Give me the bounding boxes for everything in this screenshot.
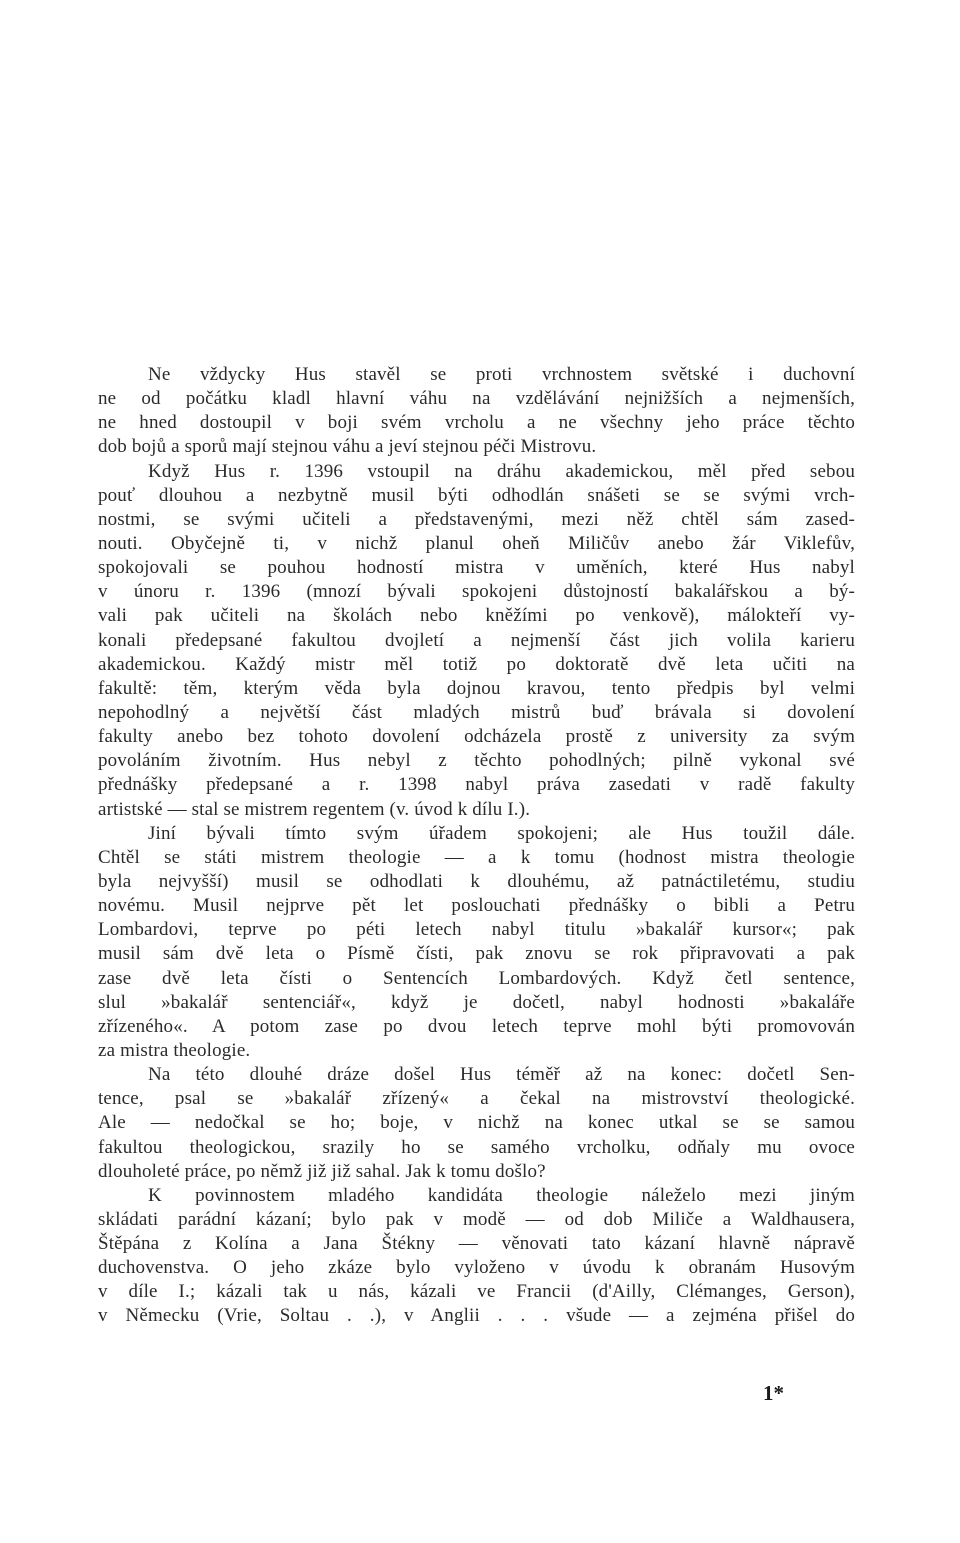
body-text (98, 363, 855, 1329)
text-line: Chtěl se státi mistrem theologie — a k tomu (hodnost mistra theologie (98, 846, 855, 868)
text-line: Štěpána z Kolína a Jana Štékny — věnovati tato kázaní hlavně nápravě (98, 1233, 855, 1255)
text-line: zase dvě leta čísti o Sentencích Lombardových. Když četl sentence, (98, 967, 855, 989)
page-number: 1* (763, 1381, 784, 1405)
text-line: přednášky předepsané a r. 1398 nabyl práva zasedati v radě fakulty (98, 774, 855, 796)
text-line: nouti. Obyčejně ti, v nichž planul oheň Miličův anebo žár Viklefův, (98, 532, 855, 554)
text-line: Jiní bývali tímto svým úřadem spokojeni; ale Hus toužil dále. (148, 822, 855, 844)
text-line: Ne vždycky Hus stavěl se proti vrchnostem světské i duchovní (148, 364, 855, 385)
text-line: fakultou theologickou, srazily ho se samého vrcholku, odňaly mu ovoce (98, 1136, 855, 1158)
text-line: Ale — nedočkal se ho; boje, v nichž na konec utkal se se samou (98, 1112, 855, 1134)
text-line: povoláním životním. Hus nebyl z těchto pohodlných; pilně vykonal své (98, 750, 855, 772)
text-line: akademickou. Každý mistr měl totiž po doktoratě dvě leta učiti na (98, 653, 855, 675)
text-line: Lombardovi, teprve po péti letech nabyl titulu »bakalář kursor«; pak (98, 919, 855, 941)
text-line: skládati parádní kázaní; bylo pak v modě — od dob Miliče a Waldhausera, (98, 1208, 855, 1230)
text-line: spokojovali se pouhou hodností mistra v uměních, které Hus nabyl (98, 557, 855, 579)
text-line: zřízeného«. A potom zase po dvou letech teprve mohl býti promovován (98, 1015, 855, 1037)
text-line: fakulty anebo bez tohoto dovolení odcházela prostě z university za svým (98, 726, 855, 748)
text-line: fakultě: těm, kterým věda byla dojnou kravou, tento předpis byl velmi (98, 677, 855, 699)
text-line: v Německu (Vrie, Soltau . .), v Anglii . . . všude — a zejména přišel do (98, 1305, 855, 1327)
text-line: novému. Musil nejprve pět let poslouchati přednášky o bibli a Petru (98, 895, 855, 917)
text-line: slul »bakalář sentenciář«, když je dočetl, nabyl hodnosti »bakaláře (98, 991, 855, 1013)
text-line: Když Hus r. 1396 vstoupil na dráhu akademickou, měl před sebou (148, 460, 855, 482)
text-line: duchovenstva. O jeho zkáze bylo vyloženo v úvodu k obranám Husovým (98, 1257, 855, 1279)
text-line: artistské — stal se mistrem regentem (v. úvod k dílu I.). (98, 798, 531, 820)
text-line: tence, psal se »bakalář zřízený« a čekal na mistrovství theologické. (98, 1088, 855, 1110)
text-line: vali pak učiteli na školách nebo kněžími po venkově), málokteří vy- (98, 605, 855, 627)
text-line: v únoru r. 1396 (mnozí bývali spokojeni důstojností bakalářskou a bý- (98, 581, 855, 603)
text-line: za mistra theologie. (98, 1039, 251, 1061)
text-line: dob bojů a sporů mají stejnou váhu a jeví stejnou péči Mistrovu. (98, 436, 597, 458)
text-line: musil sám dvě leta o Písmě čísti, pak znovu se rok připravovati a pak (98, 943, 855, 965)
text-line: konali předepsané fakultou dvojletí a nejmenší část jich volila karieru (98, 629, 855, 651)
text-line: byla nejvyšší) musil se odhodlati k dlouhému, až patnáctiletému, studiu (98, 870, 855, 892)
text-line: Na této dlouhé dráze došel Hus téměř až na konec: dočetl Sen- (148, 1064, 855, 1086)
text-line: pouť dlouhou a nezbytně musil býti odhodlán snášeti se se svými vrch- (98, 484, 855, 506)
text-line: nostmi, se svými učiteli a představenými, mezi něž chtěl sám zased- (98, 508, 855, 530)
text-line: ne hned dostoupil v boji svém vrcholu a ne všechny jeho práce těchto (98, 412, 855, 434)
text-line: dlouholeté práce, po němž již již sahal. Jak k tomu došlo? (98, 1160, 546, 1182)
text-line: nepohodlný a největší část mladých mistrů buď brávala si dovolení (98, 701, 855, 723)
text-line: K povinnostem mladého kandidáta theologie náleželo mezi jiným (148, 1184, 855, 1206)
text-line: ne od počátku kladl hlavní váhu na vzdělávání nejnižších a nejmenších, (98, 388, 855, 410)
text-line: v díle I.; kázali tak u nás, kázali ve Francii (d'Ailly, Clémanges, Gerson), (98, 1281, 855, 1303)
